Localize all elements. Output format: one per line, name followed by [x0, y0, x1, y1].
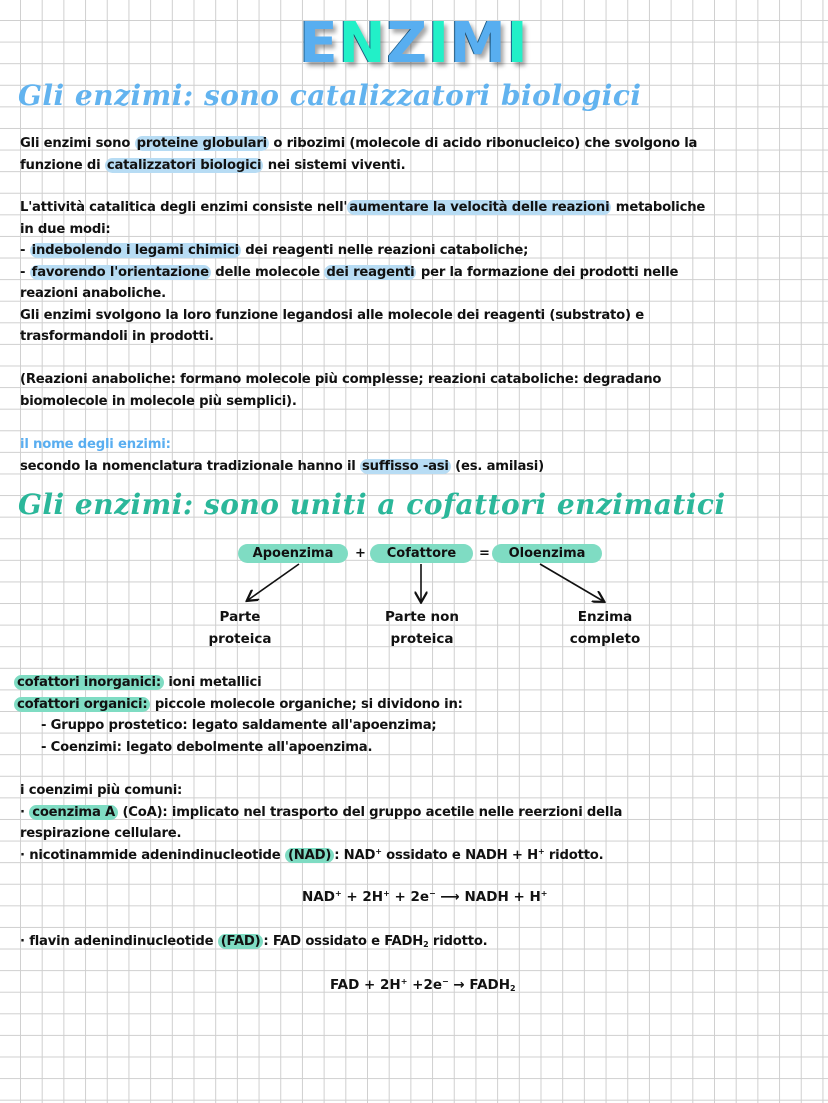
- highlight: dei reagenti: [326, 264, 415, 280]
- label-line: proteica: [390, 630, 454, 647]
- text-line: [14, 672, 463, 694]
- page-title: [0, 12, 828, 76]
- text: +2e: [407, 977, 442, 993]
- highlight: aumentare la velocità delle reazioni: [349, 200, 610, 215]
- text-line: [20, 155, 697, 177]
- label-enzima-completo: [555, 607, 655, 650]
- text-line: trasformandoli in prodotti.: [20, 329, 214, 344]
- term-apoenzima: Apoenzima: [238, 544, 348, 563]
- superscript: +: [540, 889, 548, 898]
- nad-equation: [302, 887, 547, 907]
- coenzymes-block: [20, 780, 622, 866]
- plus-operator: +: [355, 546, 366, 561]
- superscript: +: [383, 889, 390, 898]
- text: : FAD ossidato e FADH: [263, 934, 424, 949]
- text: -: [20, 264, 30, 280]
- paragraph-intro: [20, 133, 697, 176]
- text-line: [20, 845, 622, 867]
- text-line: reazioni anaboliche.: [20, 286, 166, 301]
- title-letter: Z: [386, 11, 429, 76]
- superscript: −: [442, 977, 449, 986]
- subscript: 2: [423, 940, 429, 949]
- title-letter: I: [428, 11, 450, 76]
- naming-subheading: il nome degli enzimi:: [20, 437, 171, 452]
- text: nei sistemi viventi.: [263, 157, 406, 173]
- text: delle molecole: [210, 264, 325, 280]
- text: FAD + 2H: [330, 977, 401, 993]
- highlight: favorendo l'orientazione: [31, 264, 209, 280]
- section-heading-cofactors: Gli enzimi: sono uniti a cofattori enzimatici: [18, 488, 726, 521]
- fad-equation: [330, 975, 516, 995]
- superscript: +: [375, 846, 382, 856]
- text: + 2H: [341, 889, 384, 905]
- highlight: cofattori organici:: [14, 697, 150, 712]
- text-line: - Coenzimi: legato debolmente all'apoenzima.: [41, 739, 373, 755]
- text-line: [20, 802, 622, 824]
- text: · nicotinammide adenindinucleotide: [20, 847, 285, 863]
- text: metaboliche: [611, 200, 706, 215]
- text: -: [20, 243, 30, 258]
- text: funzione di: [20, 157, 105, 173]
- superscript: +: [537, 846, 545, 856]
- highlight: (FAD): [218, 934, 264, 949]
- text: ridotto.: [544, 847, 604, 863]
- highlight: indebolendo i legami chimici: [31, 243, 239, 258]
- section-heading-catalysts: Gli enzimi: sono catalizzatori biologici: [18, 79, 642, 112]
- text-line: Gli enzimi svolgono la loro funzione legandosi alle molecole dei reagenti (substrato) e: [20, 307, 644, 323]
- text: · flavin adenindinucleotide: [20, 934, 218, 949]
- superscript: −: [429, 889, 436, 898]
- text: L'attività catalitica degli enzimi consiste nell': [20, 200, 348, 215]
- text-line: (Reazioni anaboliche: formano molecole più complesse; reazioni cataboliche: degradano: [20, 372, 662, 387]
- text: + 2e: [389, 889, 430, 905]
- text-line: - Gruppo prostetico: legato saldamente all'apoenzima;: [41, 718, 437, 733]
- text: NAD: [302, 889, 335, 905]
- text-line: [20, 456, 544, 478]
- text: (es. amilasi): [450, 458, 544, 474]
- text-line: [14, 694, 463, 716]
- text-line: respirazione cellulare.: [20, 826, 182, 841]
- text: Gli enzimi sono: [20, 136, 135, 151]
- label-line: completo: [569, 630, 641, 647]
- text-line: biomolecole in molecole più semplici).: [20, 393, 297, 409]
- highlight: (NAD): [285, 848, 334, 863]
- text: → FADH: [448, 977, 511, 993]
- title-letter: I: [506, 11, 529, 76]
- text: ossidato e NADH + H: [381, 847, 538, 863]
- paragraph-catalytic-activity: [20, 197, 705, 348]
- highlight: catalizzatori biologici: [106, 157, 262, 173]
- equals-operator: =: [479, 546, 490, 561]
- text: ⟶ NADH + H: [435, 889, 541, 905]
- highlight: cofattori inorganici:: [14, 675, 164, 690]
- highlight: suffisso -asi: [362, 458, 449, 474]
- text: per la formazione dei prodotti nelle: [416, 264, 679, 280]
- label-line: Enzima: [577, 609, 633, 625]
- label-line: Parte non: [384, 609, 460, 625]
- superscript: +: [400, 977, 408, 986]
- label-parte-non-proteica: [366, 607, 478, 650]
- label-parte-proteica: [190, 607, 290, 650]
- highlight: coenzima A: [29, 805, 118, 820]
- text-line: [20, 133, 697, 155]
- bullet: ·: [20, 804, 30, 820]
- text: : NAD: [334, 847, 376, 863]
- text: dei reagenti nelle reazioni cataboliche;: [240, 243, 529, 258]
- title-letter: N: [338, 11, 387, 76]
- subscript: 2: [510, 984, 516, 993]
- naming-block: [20, 434, 544, 477]
- text-line: [20, 240, 705, 262]
- label-line: Parte: [219, 609, 261, 625]
- highlight: proteine globulari: [136, 136, 267, 151]
- text: (CoA): implicato nel trasporto del gruppo acetile nelle reerzioni della: [118, 804, 623, 820]
- term-oloenzima: Oloenzima: [492, 544, 602, 563]
- title-letter: M: [450, 11, 507, 76]
- cofactors-block: [14, 672, 463, 758]
- term-cofattore: Cofattore: [370, 544, 473, 563]
- text-line: [20, 262, 705, 284]
- text: ioni metallici: [163, 675, 262, 690]
- label-line: proteica: [208, 630, 272, 647]
- fad-line: [20, 931, 488, 953]
- text-line: in due modi:: [20, 221, 111, 237]
- title-letter: E: [299, 11, 339, 76]
- text: piccole molecole organiche; si dividono in:: [150, 696, 463, 712]
- paragraph-reaction-types: [20, 369, 661, 412]
- superscript: +: [334, 889, 342, 898]
- text-line: [20, 197, 705, 219]
- coenzymes-heading: i coenzimi più comuni:: [20, 783, 183, 798]
- text: secondo la nomenclatura tradizionale hanno il: [20, 458, 361, 474]
- text: ridotto.: [428, 934, 488, 949]
- text: o ribozimi (molecole di acido ribonucleico) che svolgono la: [268, 136, 698, 151]
